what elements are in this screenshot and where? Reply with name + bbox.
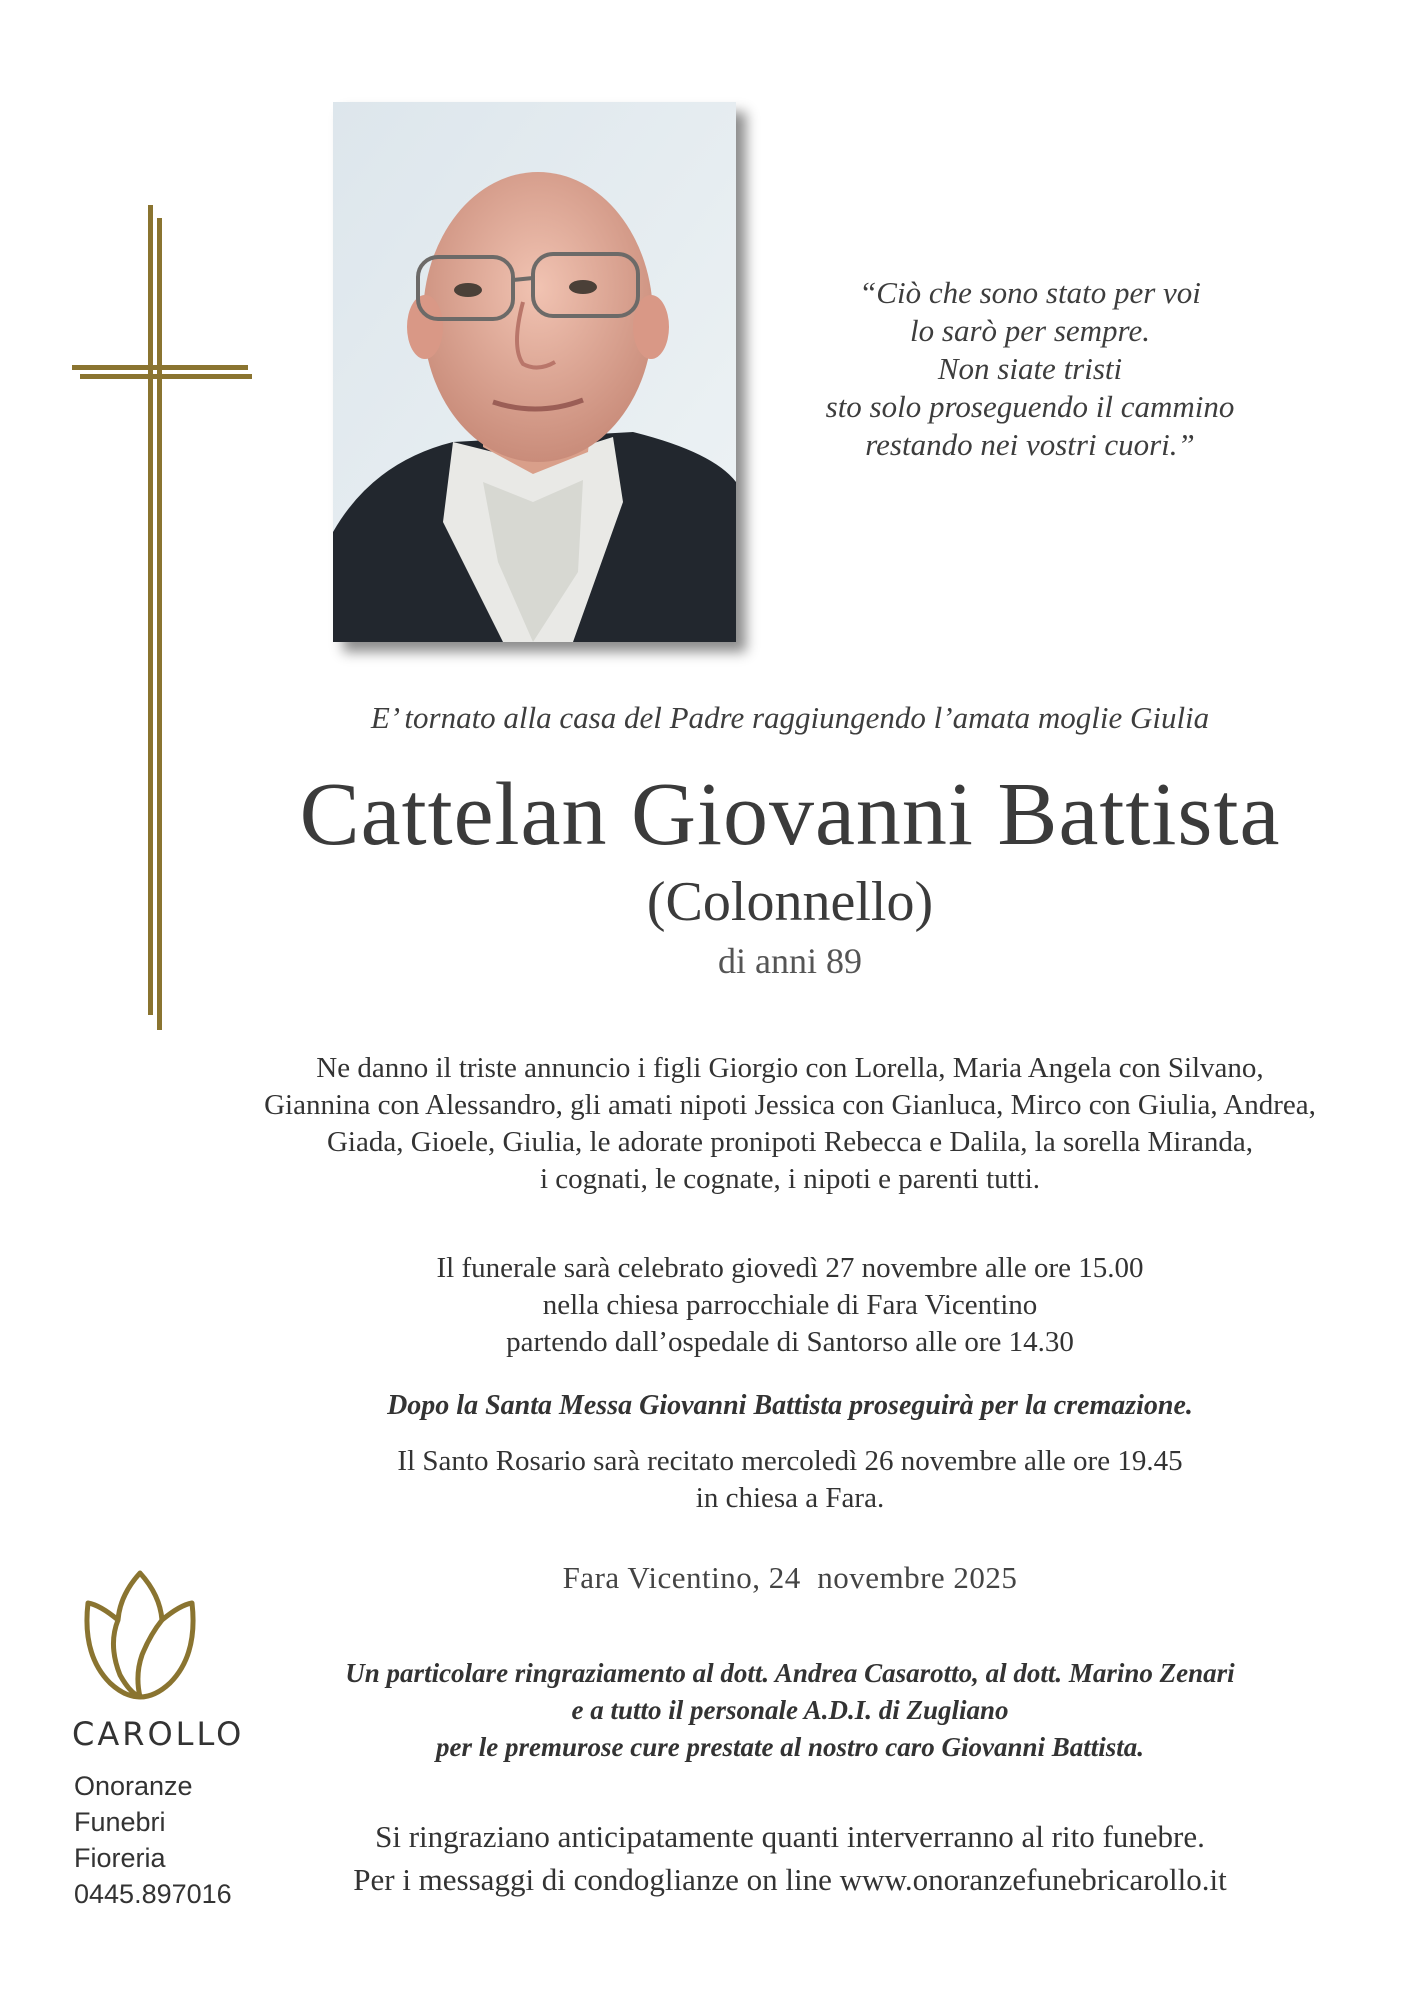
rosary-line: in chiesa a Fara. bbox=[695, 1482, 885, 1514]
rosary-line: Il Santo Rosario sarà recitato mercoledì 26 novembre alle ore 19.45 bbox=[397, 1445, 1183, 1477]
announcement-line: Giada, Gioele, Giulia, le adorate pronipoti Rebecca e Dalila, la sorella Miranda, bbox=[326, 1126, 1254, 1158]
memorial-quote bbox=[780, 274, 1280, 464]
cremation-note: Dopo la Santa Messa Giovanni Battista proseguirà per la cremazione. bbox=[387, 1390, 1193, 1421]
quote-line: restando nei vostri cuori.” bbox=[865, 427, 1195, 462]
deceased-nickname: (Colonnello) bbox=[646, 871, 934, 933]
closing-line: Si ringraziano anticipatamente quanti interverranno al rito funebre. bbox=[375, 1819, 1205, 1854]
rosary-details bbox=[240, 1443, 1340, 1517]
portrait-photo bbox=[333, 102, 736, 642]
quote-line: lo sarò per sempre. bbox=[910, 313, 1150, 348]
quote-line: sto solo proseguendo il cammino bbox=[825, 389, 1235, 424]
funeral-line: partendo dall’ospedale di Santorso alle ore 14.30 bbox=[506, 1326, 1074, 1358]
lotus-logo-icon bbox=[80, 1565, 200, 1710]
company-brand: CAROLLO bbox=[72, 1715, 245, 1753]
funeral-line: Il funerale sarà celebrato giovedì 27 novembre alle ore 15.00 bbox=[436, 1252, 1144, 1284]
thanks-line: per le premurose cure prestate al nostro caro Giovanni Battista. bbox=[435, 1732, 1145, 1762]
closing-note bbox=[240, 1815, 1340, 1901]
announcement-line: Giannina con Alessandro, gli amati nipoti Jessica con Gianluca, Mirco con Giulia, Andrea, bbox=[264, 1089, 1316, 1121]
company-line: Funebri bbox=[74, 1807, 166, 1837]
deceased-age: di anni 89 bbox=[718, 941, 862, 981]
announcement-line: i cognati, le cognate, i nipoti e parenti tutti. bbox=[539, 1163, 1041, 1195]
funeral-details bbox=[240, 1250, 1340, 1361]
thanks-line: e a tutto il personale A.D.I. di Zugliano bbox=[571, 1695, 1009, 1725]
announcement-line: Ne danno il triste annuncio i figli Giorgio con Lorella, Maria Angela con Silvano, bbox=[316, 1052, 1264, 1084]
thanks-note bbox=[240, 1655, 1340, 1766]
company-line: Onoranze bbox=[74, 1771, 193, 1801]
company-info bbox=[74, 1768, 232, 1912]
quote-line: Non siate tristi bbox=[937, 351, 1123, 386]
funeral-line: nella chiesa parrocchiale di Fara Vicentino bbox=[542, 1289, 1038, 1321]
company-phone: 0445.897016 bbox=[74, 1879, 232, 1909]
quote-line: “Ciò che sono stato per voi bbox=[859, 275, 1201, 310]
intro-text: E’ tornato alla casa del Padre raggiungendo l’amata moglie Giulia bbox=[370, 700, 1210, 735]
company-line: Fioreria bbox=[74, 1843, 166, 1873]
announcement bbox=[240, 1050, 1340, 1198]
closing-line: Per i messaggi di condoglianze on line www.onoranzefunebricarollo.it bbox=[353, 1862, 1227, 1897]
deceased-name: Cattelan Giovanni Battista bbox=[299, 765, 1281, 864]
thanks-line: Un particolare ringraziamento al dott. Andrea Casarotto, al dott. Marino Zenari bbox=[345, 1658, 1235, 1688]
place-date: Fara Vicentino, 24 novembre 2025 bbox=[562, 1560, 1018, 1595]
